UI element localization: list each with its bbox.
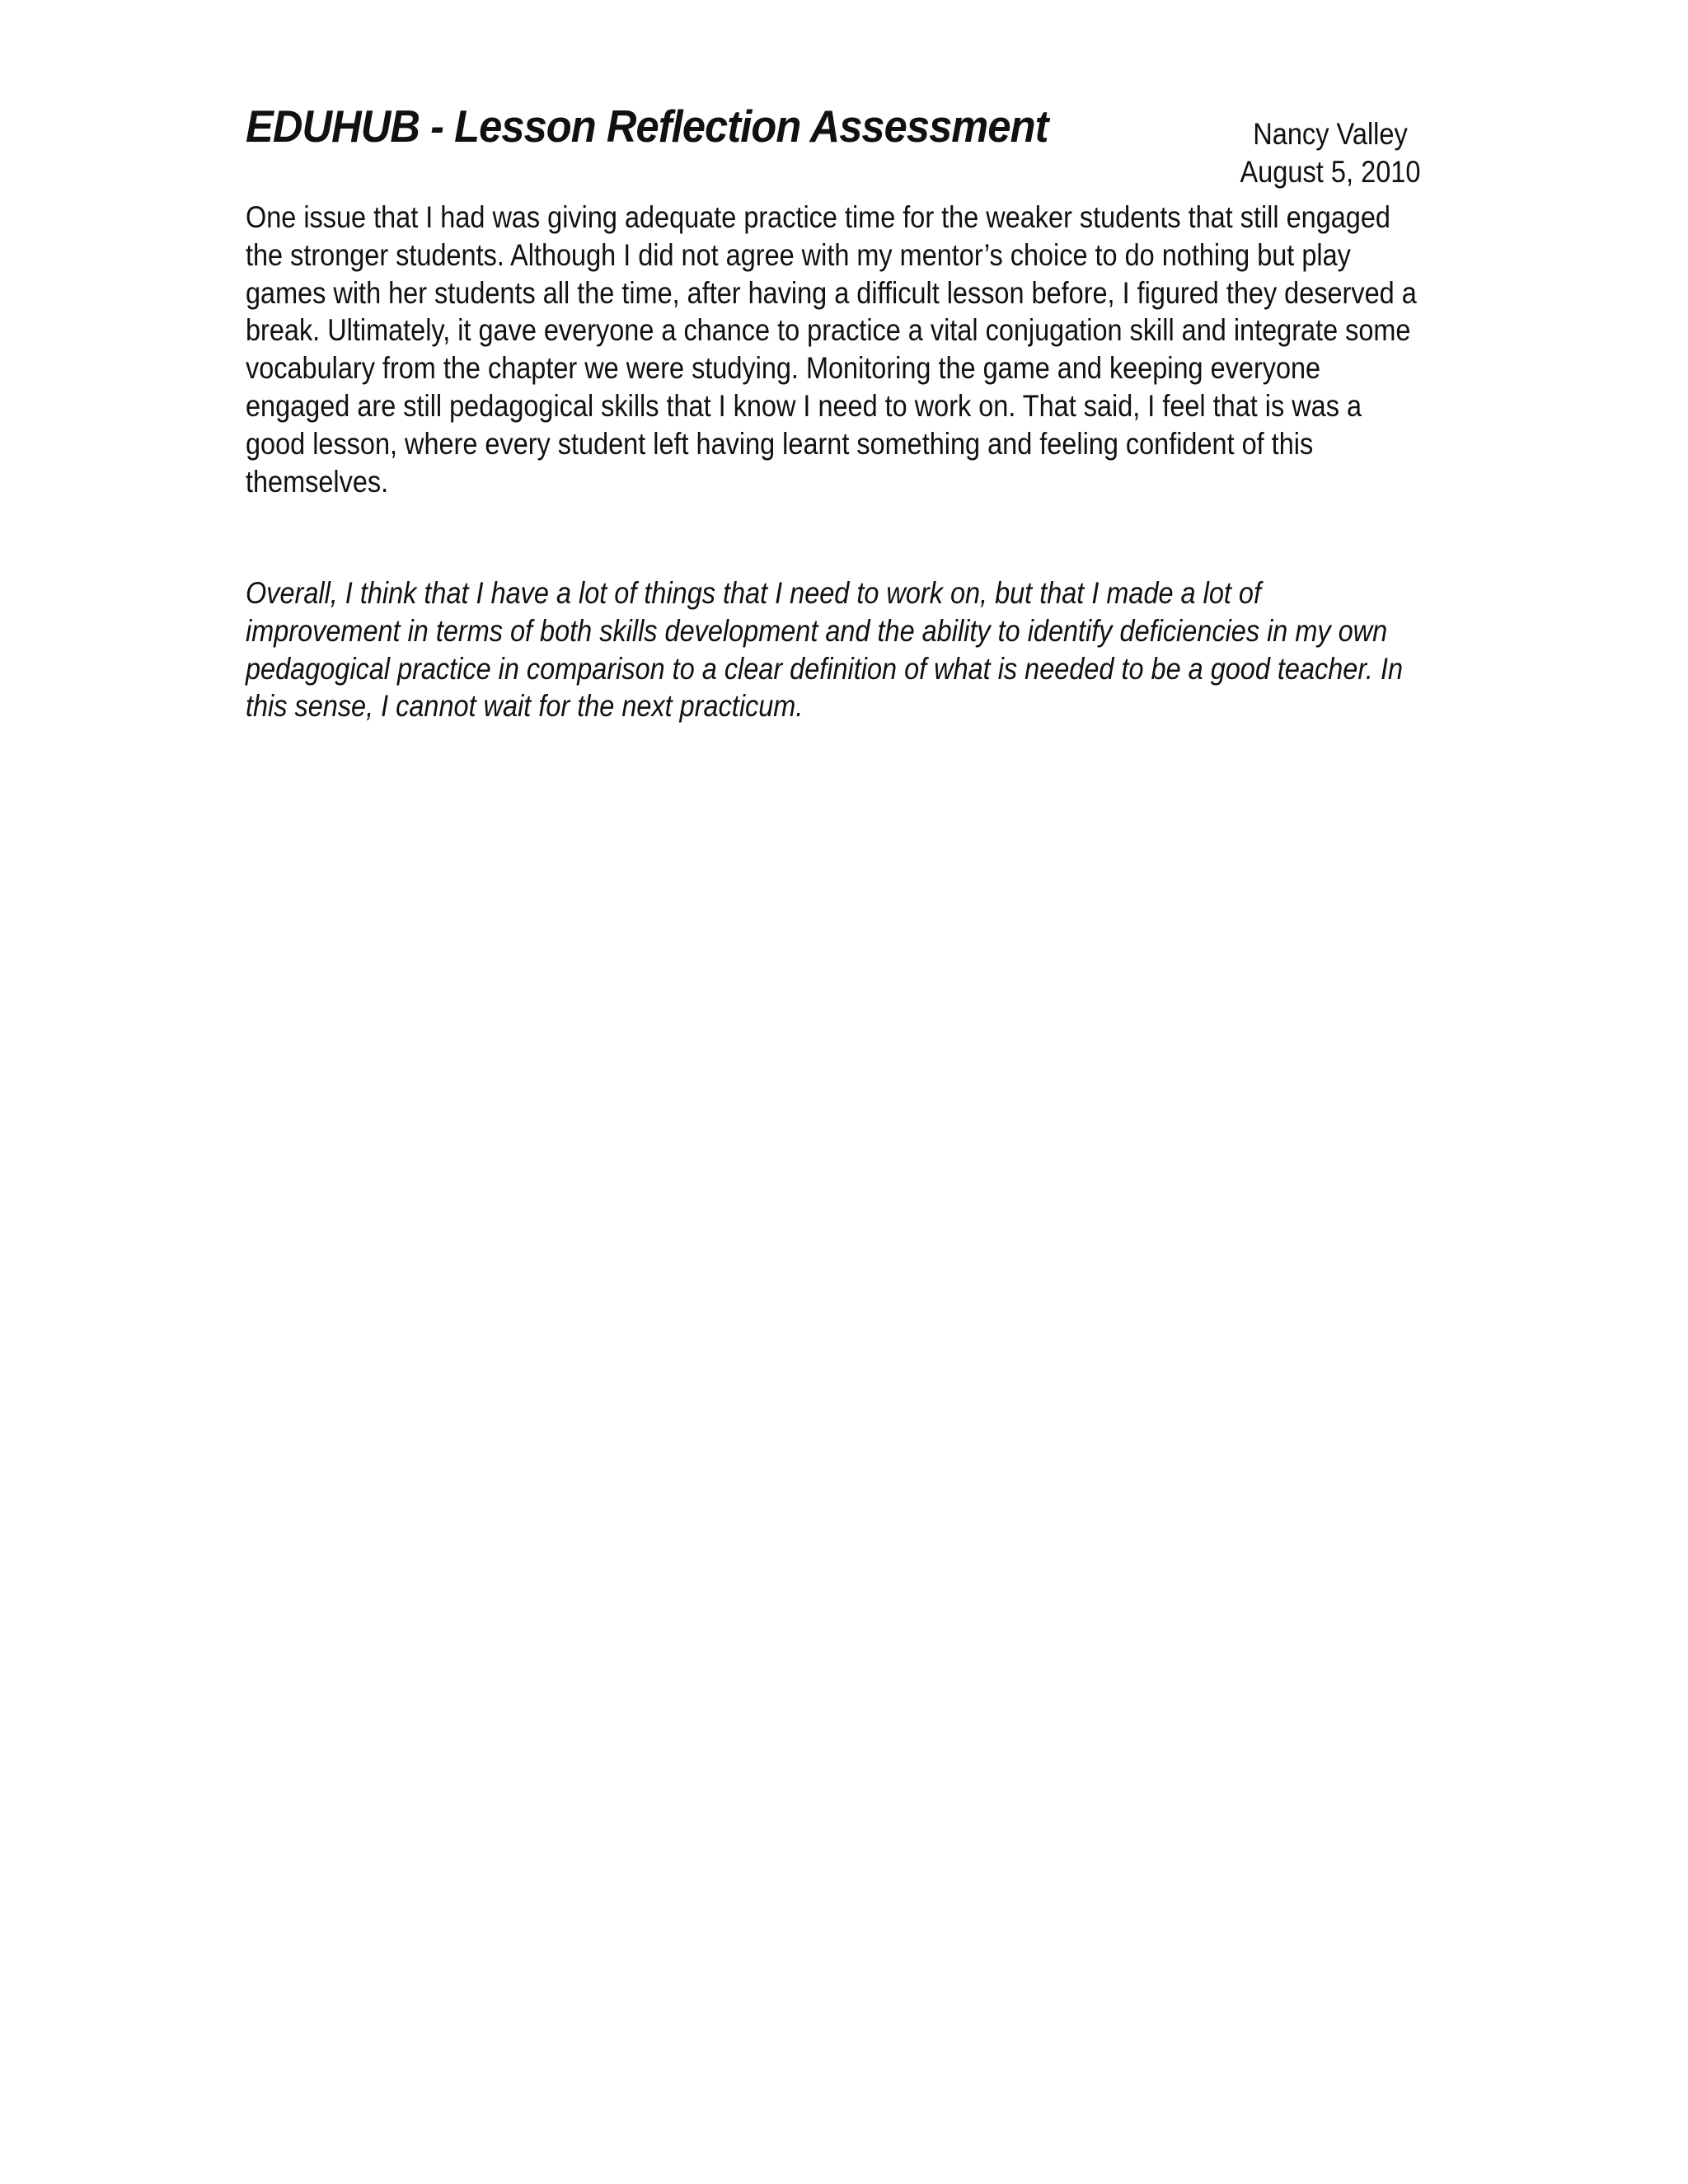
paragraph-line: this sense, I cannot wait for the next practicum. [246,689,804,724]
paragraph-line: good lesson, where every student left having learnt something and feeling confident of this [246,426,1314,461]
paragraph-reflection [246,199,1581,500]
author-name: Nancy Valley [1253,117,1408,151]
paragraph-line: themselves. [246,464,389,499]
paragraph-line: games with her students all the time, after having a difficult lesson before, I figured they deserved a [246,275,1417,310]
paragraph-line: Overall, I think that I have a lot of things that I need to work on, but that I made a lot of [246,576,1261,610]
paragraph-line: One issue that I had was giving adequate practice time for the weaker students that still engaged [246,200,1390,234]
document-title: EDUHUB - Lesson Reflection Assessment [246,101,1048,152]
paragraph-line: engaged are still pedagogical skills that I know I need to work on. That said, I feel that is was a [246,388,1362,423]
paragraph-line: improvement in terms of both skills development and the ability to identify deficiencies in my own [246,613,1388,648]
document-date: August 5, 2010 [1240,155,1421,189]
paragraph-line: the stronger students. Although I did not agree with my mentor’s choice to do nothing but play [246,237,1351,272]
paragraph-conclusion [246,574,1565,725]
paragraph-line: pedagogical practice in comparison to a clear definition of what is needed to be a good teacher. In [246,651,1404,686]
paragraph-line: vocabulary from the chapter we were studying. Monitoring the game and keeping everyone [246,351,1321,386]
paragraph-line: break. Ultimately, it gave everyone a chance to practice a vital conjugation skill and integrate some [246,313,1411,348]
